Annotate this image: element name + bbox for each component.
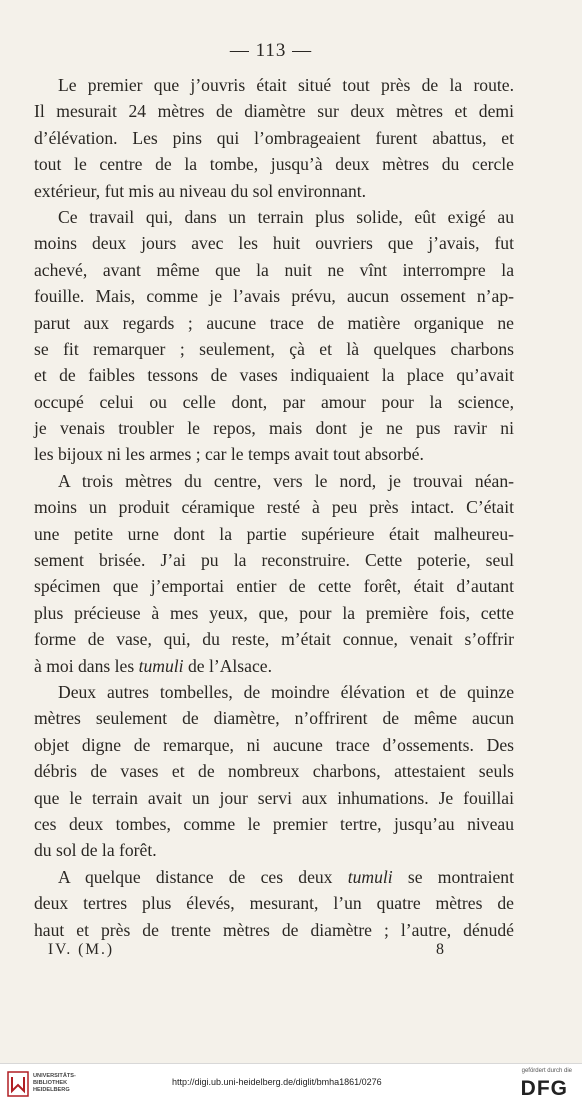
text-line: débris de vases et de nombreux charbons, attestaient seuls xyxy=(34,761,514,782)
text-line: une petite urne dont la partie supérieure était malheureu- xyxy=(34,523,514,544)
text-line: moins deux jours avec les huit ouvriers que j’avais, fut xyxy=(34,233,514,254)
text-line: extérieur, fut mis au niveau du sol environnant. xyxy=(34,180,367,201)
text-segment: se montraient xyxy=(392,866,514,887)
italic-term: tumuli xyxy=(138,655,184,676)
text-line xyxy=(34,653,514,679)
text-line: objet digne de remarque, ni aucune trace d’ossements. Des xyxy=(34,734,514,755)
text-line: sement brisée. J’ai pu la reconstruire. Cette poterie, seul xyxy=(34,550,514,571)
dfg-logo: DFG xyxy=(520,1077,568,1100)
text-line: Le premier que j’ouvris était situé tout près de la route. xyxy=(58,75,514,95)
text-segment: à moi dans les xyxy=(34,655,139,676)
text-segment: de l’Alsace. xyxy=(183,655,272,676)
text-line: A trois mètres du centre, vers le nord, je trouvai néan- xyxy=(58,470,514,491)
text-line: haut et près de trente mètres de diamètre ; l’autre, dénudé xyxy=(34,919,514,940)
text-line: plus précieuse à mes yeux, que, pour la première fois, cette xyxy=(34,602,514,623)
text-line: achevé, avant même que la nuit ne vînt interrompre la xyxy=(34,259,514,280)
text-line: mètres seulement de diamètre, n’offrirent de même aucun xyxy=(34,708,514,729)
text-line: que le terrain avait un jour servi aux inhumations. Je fouillai xyxy=(34,787,514,808)
text-line: parut aux regards ; aucune trace de matière organique ne xyxy=(34,312,514,333)
text-line: d’élévation. Les pins qui l’ombrageaient furent abattus, et xyxy=(34,127,514,148)
text-segment: A quelque distance de ces deux xyxy=(58,866,348,887)
funded-by-label: gefördert durch die xyxy=(521,1068,572,1074)
text-line: je venais troubler le repos, mais dont je ne pus ravir ni xyxy=(34,418,514,439)
text-line: Ce travail qui, dans un terrain plus solide, eût exigé au xyxy=(58,206,514,227)
italic-term: tumuli xyxy=(347,866,393,887)
body-text xyxy=(34,72,514,943)
text-line: tout le centre de la tombe, jusqu’à deux mètres du cercle xyxy=(34,154,514,175)
text-line: fouille. Mais, comme je l’avais prévu, aucun ossement n’ap- xyxy=(34,286,514,307)
text-line: spécimen que j’emportai entier de cette forêt, était d’autant xyxy=(34,576,514,597)
text-line: deux tertres plus élevés, mesurant, l’un quatre mètres de xyxy=(34,893,514,914)
institution-line: UNIVERSITÄTS- xyxy=(33,1073,76,1079)
permalink-url[interactable]: http://digi.ub.uni-heidelberg.de/diglit/bmha1861/0276 xyxy=(172,1077,382,1087)
text-line: Il mesurait 24 mètres de diamètre sur deux mètres et demi xyxy=(34,101,514,122)
text-line: du sol de la forêt. xyxy=(34,840,157,861)
text-line: et de faibles tessons de vases indiquaient la place qu’avait xyxy=(34,365,514,386)
text-line: Deux autres tombelles, de moindre élévation et de quinze xyxy=(58,681,514,702)
institution-name xyxy=(33,1073,76,1094)
text-line: forme de vase, qui, du reste, m’était connue, venait s’offrir xyxy=(34,629,514,650)
signature-number: 8 xyxy=(436,941,444,958)
institution-line: BIBLIOTHEK xyxy=(33,1080,68,1086)
text-line xyxy=(34,864,514,890)
text-line: occupé celui ou celle dont, par amour pour la science, xyxy=(34,391,514,412)
institution-line: HEIDELBERG xyxy=(33,1087,70,1093)
university-library-logo-icon xyxy=(7,1071,29,1097)
text-line: les bijoux ni les armes ; car le temps avait tout absorbé. xyxy=(34,444,424,465)
text-line: ces deux tombes, comme le premier tertre, jusqu’au niveau xyxy=(34,813,514,834)
text-line: se fit remarquer ; seulement, çà et là quelques charbons xyxy=(34,338,514,359)
page-number: — 113 — xyxy=(229,40,313,61)
text-line: moins un produit céramique resté à peu près intact. C’était xyxy=(34,497,514,518)
signature-mark: IV. (M.) xyxy=(48,941,115,958)
library-footer xyxy=(0,1063,582,1105)
